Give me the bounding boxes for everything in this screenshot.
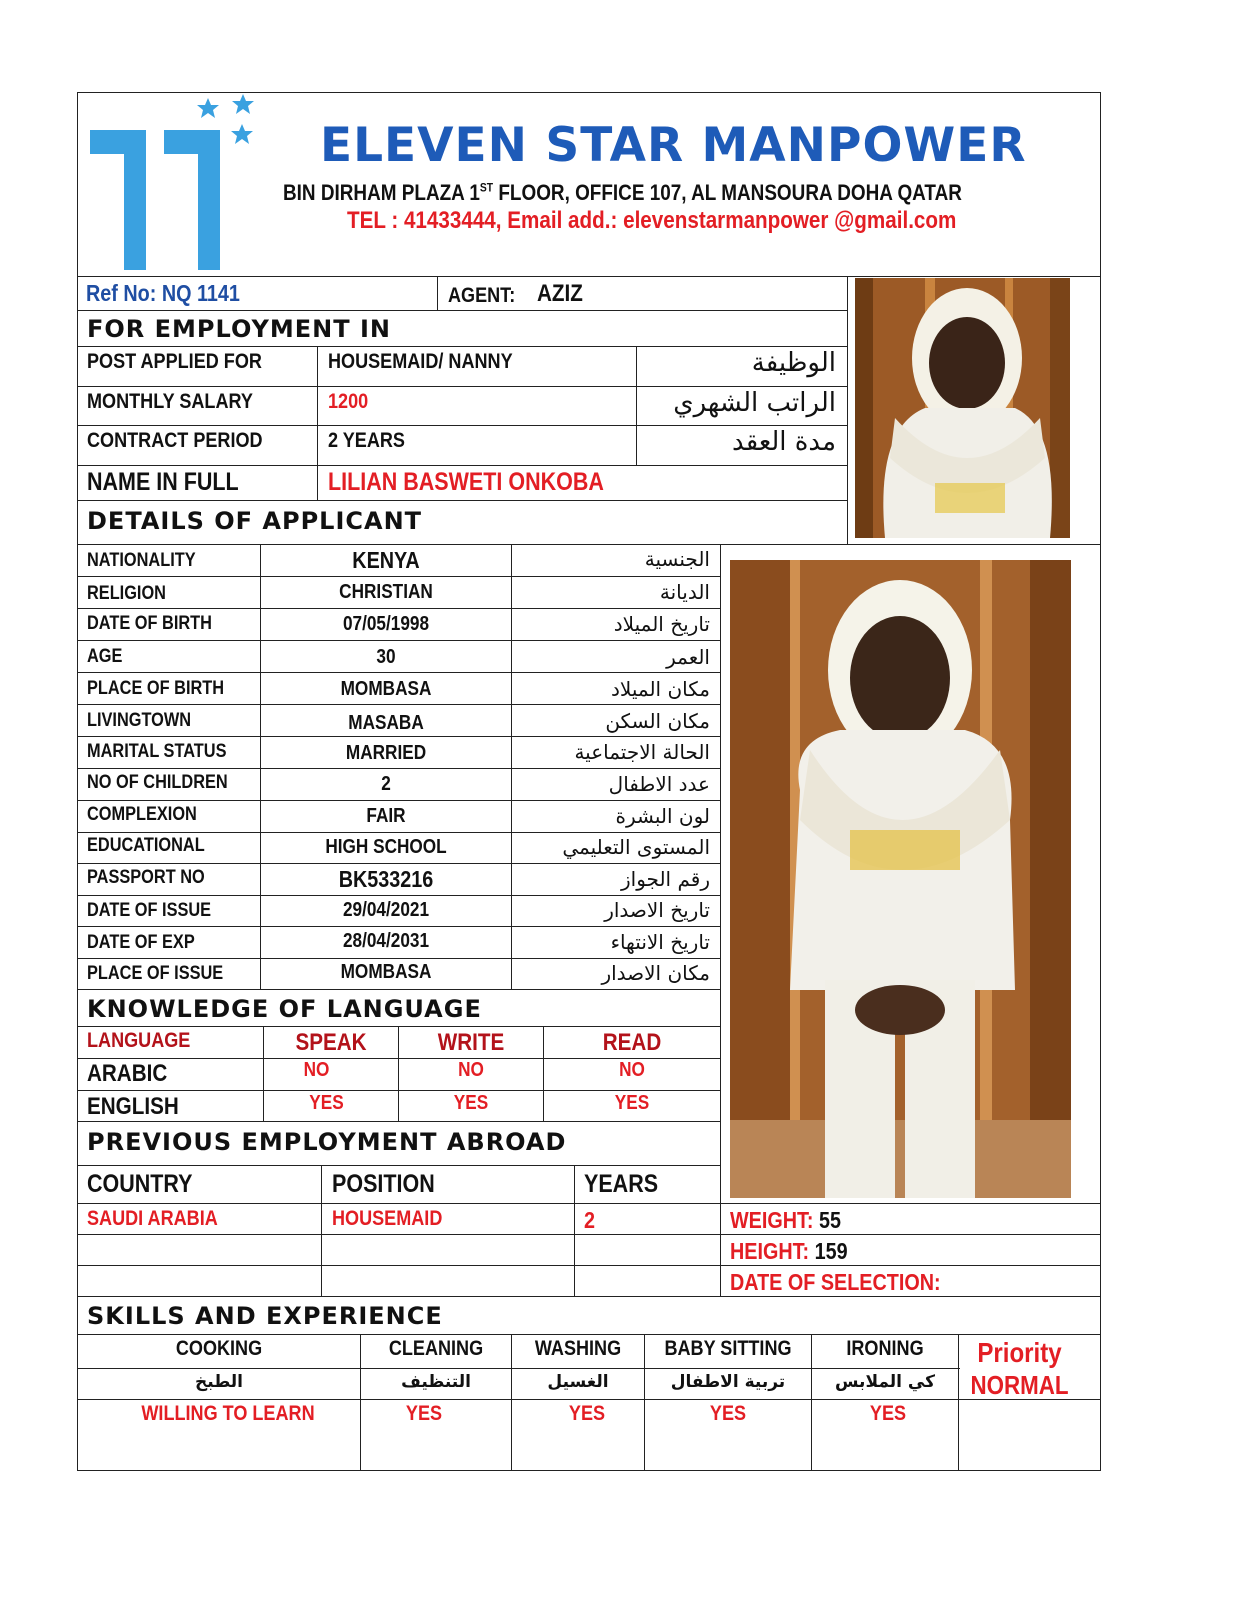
detail-value: KENYA — [352, 547, 420, 573]
selection-date-label: DATE OF SELECTION: — [730, 1269, 941, 1295]
detail-value: BK533216 — [338, 866, 434, 892]
language-write: NO — [458, 1059, 484, 1081]
detail-value: 30 — [376, 646, 396, 668]
weight-label: WEIGHT: — [730, 1207, 814, 1233]
name-value: LILIAN BASWETI ONKOBA — [328, 468, 604, 496]
detail-arabic: المستوى التعليمي — [562, 835, 710, 859]
employment-label: MONTHLY SALARY — [87, 390, 253, 413]
language-header: SPEAK — [295, 1029, 367, 1056]
detail-arabic: تاريخ الميلاد — [613, 612, 710, 636]
skill-value: YES — [405, 1402, 443, 1425]
details-heading: DETAILS OF APPLICANT — [87, 507, 423, 535]
detail-value: MOMBASA — [340, 961, 432, 983]
employment-label: CONTRACT PERIOD — [87, 429, 263, 452]
weight-value: 55 — [819, 1207, 842, 1233]
skill-header: BABY SITTING — [664, 1337, 792, 1360]
detail-label: MARITAL STATUS — [87, 741, 227, 762]
skill-arabic: تربية الاطفال — [670, 1372, 786, 1392]
language-speak: NO — [303, 1059, 330, 1081]
detail-label: DATE OF EXP — [87, 932, 195, 953]
skill-value: WILLING TO LEARN — [141, 1402, 315, 1425]
detail-arabic: تاريخ الانتهاء — [610, 930, 710, 954]
detail-arabic: العمر — [666, 645, 710, 669]
detail-arabic: الجنسية — [644, 547, 710, 571]
skill-header: CLEANING — [388, 1337, 484, 1360]
language-header: READ — [602, 1029, 662, 1056]
agent-label: AGENT: — [448, 284, 516, 307]
detail-value: CHRISTIAN — [339, 581, 433, 603]
detail-label: PLACE OF ISSUE — [87, 963, 224, 984]
skill-header: COOKING — [175, 1337, 263, 1360]
detail-value: FAIR — [366, 805, 406, 827]
company-contact: TEL : 41433444, Email add.: elevenstarmanpower @gmail.com — [347, 207, 957, 234]
previous-heading: PREVIOUS EMPLOYMENT ABROAD — [87, 1128, 567, 1156]
detail-value: 07/05/1998 — [342, 613, 430, 635]
employment-arabic: مدة العقد — [732, 427, 836, 457]
employment-value: HOUSEMAID/ NANNY — [328, 350, 513, 373]
detail-label: EDUCATIONAL — [87, 835, 205, 856]
skill-arabic: التنظيف — [401, 1372, 471, 1392]
detail-value: HIGH SCHOOL — [325, 836, 447, 858]
detail-label: AGE — [87, 646, 123, 667]
previous-position: HOUSEMAID — [332, 1207, 443, 1230]
detail-value: 28/04/2031 — [342, 930, 430, 952]
detail-label: NATIONALITY — [87, 550, 196, 571]
detail-label: NO OF CHILDREN — [87, 772, 228, 793]
company-address: BIN DIRHAM PLAZA 1ST FLOOR, OFFICE 107, AL MANSOURA DOHA QATAR — [283, 180, 962, 205]
skill-header: WASHING — [534, 1337, 622, 1360]
employment-value: 1200 — [328, 390, 369, 413]
detail-arabic: تاريخ الاصدار — [604, 898, 710, 922]
skill-arabic: الطبخ — [195, 1372, 243, 1392]
employment-heading: FOR EMPLOYMENT IN — [87, 315, 391, 343]
applicant-photo-small — [855, 278, 1070, 538]
previous-years: 2 — [584, 1207, 596, 1233]
language-heading: KNOWLEDGE OF LANGUAGE — [87, 995, 482, 1023]
weight — [730, 1207, 841, 1234]
detail-arabic: مكان الاصدار — [601, 961, 710, 985]
detail-label: LIVINGTOWN — [87, 710, 192, 731]
detail-arabic: مكان الميلاد — [611, 677, 710, 701]
company-logo — [84, 92, 264, 272]
detail-arabic: عدد الاطفال — [608, 772, 710, 796]
height-value: 159 — [814, 1238, 848, 1264]
agent-value: AZIZ — [537, 280, 583, 307]
height — [730, 1238, 848, 1265]
language-read: NO — [619, 1059, 645, 1081]
previous-header: POSITION — [332, 1170, 435, 1198]
priority-value: NORMAL — [970, 1370, 1069, 1400]
language-speak: YES — [309, 1092, 344, 1114]
skill-arabic: كي الملابس — [835, 1372, 935, 1392]
previous-header: YEARS — [584, 1170, 659, 1198]
skill-value: YES — [709, 1402, 747, 1425]
detail-value: 29/04/2021 — [342, 899, 430, 921]
applicant-photo-large — [730, 560, 1071, 1198]
detail-label: RELIGION — [87, 583, 166, 604]
detail-value: 2 — [381, 773, 391, 795]
language-header: WRITE — [437, 1029, 505, 1056]
detail-arabic: الديانة — [659, 580, 710, 604]
skills-heading: SKILLS AND EXPERIENCE — [87, 1302, 443, 1330]
priority-label: Priority — [977, 1337, 1062, 1368]
language-write: YES — [453, 1092, 489, 1114]
skill-header: IRONING — [846, 1337, 924, 1360]
company-name: ELEVEN STAR MANPOWER — [320, 118, 1027, 173]
name-label: NAME IN FULL — [87, 468, 239, 496]
detail-label: DATE OF ISSUE — [87, 900, 212, 921]
detail-value: MOMBASA — [340, 678, 432, 700]
previous-country: SAUDI ARABIA — [87, 1207, 218, 1230]
language-name: ARABIC — [87, 1060, 168, 1087]
previous-header: COUNTRY — [87, 1170, 193, 1198]
detail-arabic: رقم الجواز — [621, 867, 710, 891]
language-name: ENGLISH — [87, 1093, 179, 1120]
employment-label: POST APPLIED FOR — [87, 350, 262, 373]
ref-number: Ref No: NQ 1141 — [86, 280, 240, 306]
detail-arabic: الحالة الاجتماعية — [574, 740, 710, 764]
detail-label: PLACE OF BIRTH — [87, 678, 225, 699]
employment-value: 2 YEARS — [328, 429, 405, 452]
detail-label: COMPLEXION — [87, 804, 197, 825]
detail-arabic: مكان السكن — [605, 709, 710, 733]
eleven-star-logo-icon — [84, 92, 264, 272]
language-read: YES — [614, 1092, 650, 1114]
detail-arabic: لون البشرة — [615, 804, 710, 828]
skill-arabic: الغسيل — [547, 1372, 609, 1392]
skill-value: YES — [869, 1402, 907, 1425]
detail-value: MASABA — [348, 712, 424, 734]
detail-value: MARRIED — [345, 742, 427, 764]
detail-label: DATE OF BIRTH — [87, 613, 212, 634]
skill-value: YES — [568, 1402, 606, 1425]
employment-arabic: الوظيفة — [751, 348, 836, 378]
employment-arabic: الراتب الشهري — [673, 388, 836, 418]
language-header: LANGUAGE — [87, 1029, 191, 1052]
detail-label: PASSPORT NO — [87, 867, 205, 888]
height-label: HEIGHT: — [730, 1238, 810, 1264]
